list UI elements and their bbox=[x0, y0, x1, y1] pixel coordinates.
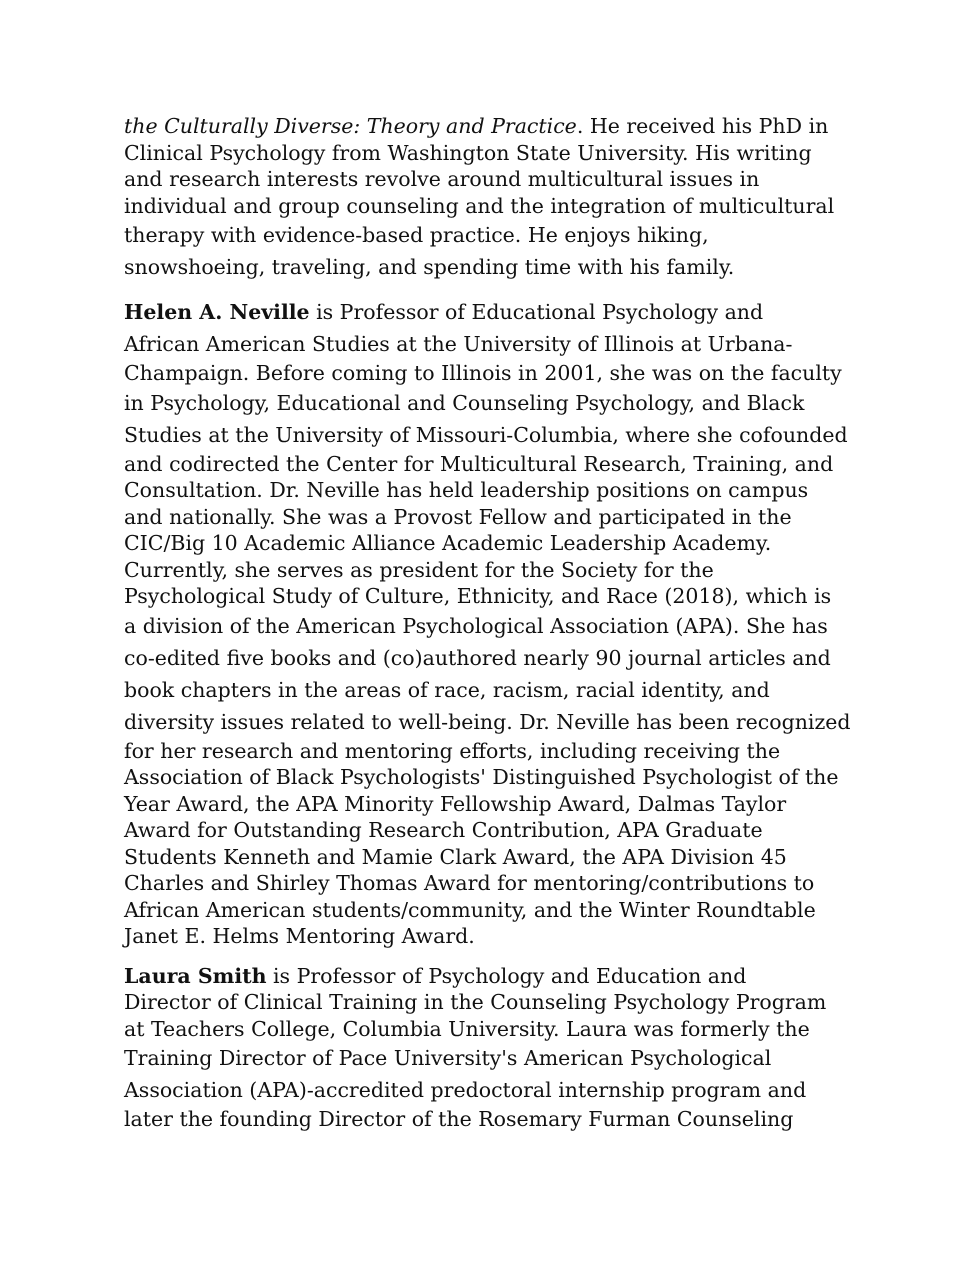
text-line: individual and group counseling and the integration of multicultural bbox=[124, 193, 835, 218]
text-line: Year Award, the APA Minority Fellowship Award, Dalmas Taylor bbox=[124, 791, 787, 816]
text-line: later the founding Director of the Rosemary Furman Counseling bbox=[124, 1107, 794, 1131]
author-name: Laura Smith bbox=[124, 963, 267, 988]
text-line: Director of Clinical Training in the Counseling Psychology Program bbox=[124, 990, 827, 1014]
text-line: Psychological Study of Culture, Ethnicity, and Race (2018), which is bbox=[124, 584, 832, 608]
text-line: African American Studies at the University of Illinois at Urbana- bbox=[124, 332, 793, 356]
paragraph-bio-smith bbox=[124, 963, 864, 1133]
text-line: diversity issues related to well-being. Dr. Neville has been recognized bbox=[124, 709, 851, 734]
text-line: Students Kenneth and Mamie Clark Award, the APA Division 45 bbox=[124, 844, 787, 869]
page-body-text bbox=[124, 113, 864, 1133]
text-line: and codirected the Center for Multicultural Research, Training, and bbox=[124, 451, 834, 476]
text-line: Association of Black Psychologists' Distinguished Psychologist of the bbox=[124, 765, 839, 789]
text-line: Helen A. Neville is Professor of Educational Psychology and bbox=[124, 300, 764, 324]
text-line: for her research and mentoring efforts, including receiving the bbox=[124, 738, 781, 763]
text-line: Champaign. Before coming to Illinois in 2001, she was on the faculty bbox=[124, 361, 842, 385]
text-line: CIC/Big 10 Academic Alliance Academic Leadership Academy. bbox=[124, 531, 772, 555]
author-name: Helen A. Neville bbox=[124, 300, 310, 324]
text-line: therapy with evidence-based practice. He enjoys hiking, bbox=[124, 223, 709, 247]
text-line: book chapters in the areas of race, racism, racial identity, and bbox=[124, 677, 770, 702]
text-line: Training Director of Pace University's American Psychological bbox=[124, 1046, 772, 1070]
text-line: Studies at the University of Missouri-Columbia, where she cofounded bbox=[124, 422, 848, 447]
text-line: Laura Smith is Professor of Psychology and Education and bbox=[124, 963, 747, 988]
text-line: Award for Outstanding Research Contribution, APA Graduate bbox=[124, 818, 763, 842]
text-line: snowshoeing, traveling, and spending time with his family. bbox=[124, 255, 735, 279]
text-line: at Teachers College, Columbia University. Laura was formerly the bbox=[124, 1016, 810, 1041]
text-line: and research interests revolve around multicultural issues in bbox=[124, 167, 760, 191]
book-title: the Culturally Diverse: Theory and Practice bbox=[124, 114, 577, 138]
text-line: Clinical Psychology from Washington State University. His writing bbox=[124, 140, 812, 165]
text-line: Consultation. Dr. Neville has held leadership positions on campus bbox=[124, 478, 809, 502]
text-line: Currently, she serves as president for the Society for the bbox=[124, 557, 714, 582]
text-line: and nationally. She was a Provost Fellow and participated in the bbox=[124, 504, 792, 529]
text-line: Association (APA)-accredited predoctoral internship program and bbox=[124, 1078, 807, 1102]
text-line: Janet E. Helms Mentoring Award. bbox=[124, 924, 475, 948]
paragraph-bio-neville bbox=[124, 296, 864, 950]
text-line: African American students/community, and the Winter Roundtable bbox=[124, 897, 816, 922]
text-line: Charles and Shirley Thomas Award for mentoring/contributions to bbox=[124, 871, 815, 895]
paragraph-continued-bio bbox=[124, 113, 864, 283]
text-line: a division of the American Psychological Association (APA). She has bbox=[124, 613, 828, 638]
text-line: in Psychology, Educational and Counseling Psychology, and Black bbox=[124, 390, 805, 415]
text-line: co-edited five books and (co)authored nearly 90 journal articles and bbox=[124, 645, 831, 670]
text-line: the Culturally Diverse: Theory and Practice. He received his PhD in bbox=[124, 114, 829, 138]
